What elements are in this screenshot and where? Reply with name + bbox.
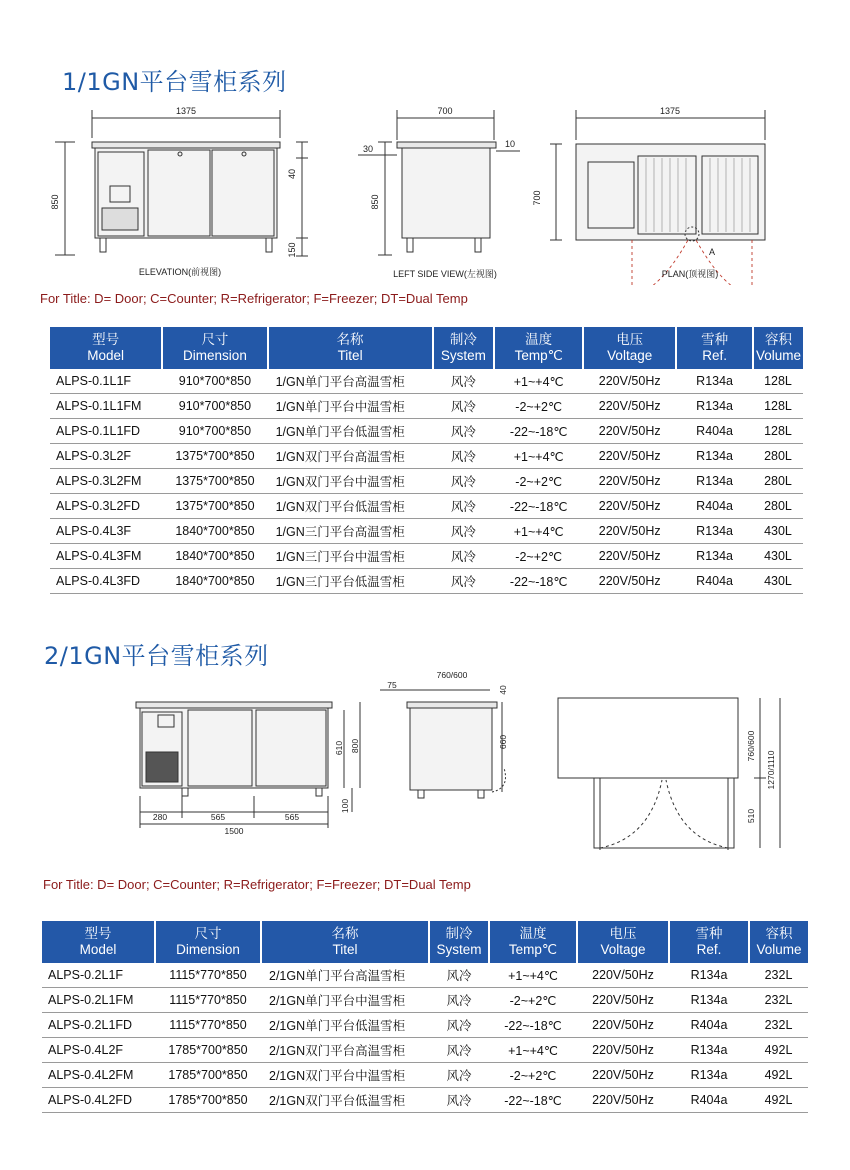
section2-title: 2/1GN平台雪柜系列 [44,642,269,670]
header-voltage: 电压 Voltage [583,327,676,369]
side-height-dim: 850 [370,194,380,210]
cell-system: 风冷 [429,988,489,1013]
header-refrigerant: 雪种 Ref. [669,921,749,963]
header-model: 型号 Model [50,327,162,369]
cell-volume: 128L [753,394,803,419]
cell-title: 1/GN双门平台中温雪柜 [268,469,433,494]
cell-voltage: 220V/50Hz [577,988,669,1013]
table-row [50,369,803,394]
table-row [42,1063,808,1088]
cell-voltage: 220V/50Hz [583,494,676,519]
cell-volume: 280L [753,469,803,494]
cell-temp: -22~-18℃ [494,569,583,594]
cell-model: ALPS-0.3L2FD [50,494,162,519]
cell-refrigerant: R134a [676,394,753,419]
cell-refrigerant: R134a [669,988,749,1013]
header-dimension: 尺寸 Dimension [162,327,267,369]
cell-system: 风冷 [429,1013,489,1038]
cell-model: ALPS-0.4L3F [50,519,162,544]
dim-40: 40 [498,685,508,695]
front-width-dim: 1375 [175,106,197,116]
cell-dimension: 1840*700*850 [162,569,267,594]
section1-abbreviation-note: For Title: D= Door; C=Counter; R=Refrigerator; F=Freezer; DT=Dual Temp [40,291,468,306]
cell-title: 1/GN三门平台低温雪柜 [268,569,433,594]
cell-volume: 492L [749,1038,808,1063]
cell-title: 1/GN三门平台中温雪柜 [268,544,433,569]
cell-model: ALPS-0.4L3FM [50,544,162,569]
cell-dimension: 1375*700*850 [162,494,267,519]
cell-temp: -2~+2℃ [494,469,583,494]
cell-volume: 128L [753,419,803,444]
cell-volume: 128L [753,369,803,394]
cell-refrigerant: R134a [669,963,749,988]
cell-dimension: 1115*770*850 [155,1013,261,1038]
cell-voltage: 220V/50Hz [583,519,676,544]
cell-refrigerant: R404a [669,1013,749,1038]
cell-voltage: 220V/50Hz [577,1038,669,1063]
cell-model: ALPS-0.4L2FD [42,1088,155,1113]
cell-model: ALPS-0.3L2FM [50,469,162,494]
cell-system: 风冷 [433,444,495,469]
cell-refrigerant: R134a [676,519,753,544]
cell-system: 风冷 [429,1088,489,1113]
table-row [42,988,808,1013]
table-row [42,1038,808,1063]
cell-title: 1/GN单门平台中温雪柜 [268,394,433,419]
cell-dimension: 910*700*850 [162,419,267,444]
cell-dimension: 1785*700*850 [155,1088,261,1113]
side-view-label: LEFT SIDE VIEW(左视图) [393,269,497,279]
cell-volume: 430L [753,544,803,569]
cell-title: 1/GN双门平台低温雪柜 [268,494,433,519]
cell-temp: -2~+2℃ [489,988,577,1013]
cell-voltage: 220V/50Hz [583,419,676,444]
cell-model: ALPS-0.4L2F [42,1038,155,1063]
cell-volume: 430L [753,569,803,594]
dim-510: 510 [746,808,756,824]
cell-volume: 280L [753,444,803,469]
cell-volume: 232L [749,1013,808,1038]
cell-system: 风冷 [433,469,495,494]
header-model: 型号 Model [42,921,155,963]
header-system: 制冷 System [429,921,489,963]
cell-temp: -2~+2℃ [494,394,583,419]
cell-title: 2/1GN双门平台高温雪柜 [261,1038,429,1063]
cell-voltage: 220V/50Hz [583,394,676,419]
cell-dimension: 1115*770*850 [155,988,261,1013]
side-left-dim: 30 [362,144,374,154]
cell-dimension: 1115*770*850 [155,963,261,988]
header-voltage: 电压 Voltage [577,921,669,963]
section2-spec-table [42,921,808,1113]
cell-model: ALPS-0.1L1FD [50,419,162,444]
cell-title: 1/GN单门平台高温雪柜 [268,369,433,394]
dim-610: 610 [334,740,344,756]
cell-dimension: 1840*700*850 [162,519,267,544]
dim-565-left: 565 [210,812,226,822]
header-system: 制冷 System [433,327,495,369]
cell-title: 2/1GN单门平台中温雪柜 [261,988,429,1013]
cell-system: 风冷 [433,544,495,569]
cell-model: ALPS-0.4L2FM [42,1063,155,1088]
cell-system: 风冷 [433,519,495,544]
cell-dimension: 1840*700*850 [162,544,267,569]
cell-temp: -2~+2℃ [489,1063,577,1088]
cell-refrigerant: R404a [676,419,753,444]
section1-spec-table [50,327,803,594]
cell-system: 风冷 [429,1063,489,1088]
cell-voltage: 220V/50Hz [583,444,676,469]
cell-temp: -22~-18℃ [494,494,583,519]
table-header-row [42,921,808,963]
header-title: 名称 Titel [268,327,433,369]
cell-temp: +1~+4℃ [494,444,583,469]
cell-model: ALPS-0.1L1FM [50,394,162,419]
cell-model: ALPS-0.2L1F [42,963,155,988]
table-row [50,544,803,569]
cell-refrigerant: R134a [676,444,753,469]
section1-title: 1/1GN平台雪柜系列 [62,68,287,96]
cell-title: 2/1GN单门平台高温雪柜 [261,963,429,988]
table-row [50,569,803,594]
cell-system: 风冷 [433,494,495,519]
dim-760-600-vertical: 760/600 [746,730,756,762]
cell-system: 风冷 [429,1038,489,1063]
cell-temp: +1~+4℃ [489,1038,577,1063]
cell-temp: +1~+4℃ [489,963,577,988]
cell-title: 1/GN单门平台低温雪柜 [268,419,433,444]
cell-volume: 280L [753,494,803,519]
dim-760-600: 760/600 [436,670,468,680]
cell-model: ALPS-0.1L1F [50,369,162,394]
cell-voltage: 220V/50Hz [583,369,676,394]
cell-temp: +1~+4℃ [494,519,583,544]
section2-table-body [42,963,808,1113]
cell-voltage: 220V/50Hz [583,569,676,594]
front-height-dim: 850 [50,194,60,210]
cell-title: 1/GN三门平台高温雪柜 [268,519,433,544]
cell-dimension: 910*700*850 [162,394,267,419]
header-refrigerant: 雪种 Ref. [676,327,753,369]
dim-100: 100 [340,798,350,814]
cell-voltage: 220V/50Hz [577,963,669,988]
cell-system: 风冷 [433,369,495,394]
header-title: 名称 Titel [261,921,429,963]
cell-system: 风冷 [433,569,495,594]
dim-1500: 1500 [224,826,244,836]
cell-title: 2/1GN双门平台中温雪柜 [261,1063,429,1088]
plan-depth-dim: 700 [532,190,542,206]
dim-800: 800 [350,738,360,754]
table-row [42,1088,808,1113]
table-row [50,444,803,469]
header-dimension: 尺寸 Dimension [155,921,261,963]
table-row [42,1013,808,1038]
section2-abbreviation-note: For Title: D= Door; C=Counter; R=Refrigerator; F=Freezer; DT=Dual Temp [43,877,471,892]
header-temp: 温度 Temp℃ [494,327,583,369]
cell-voltage: 220V/50Hz [577,1088,669,1113]
header-volume: 容积 Volume [753,327,803,369]
plan-width-dim: 1375 [659,106,681,116]
cell-title: 1/GN双门平台高温雪柜 [268,444,433,469]
table-row [42,963,808,988]
cell-temp: -2~+2℃ [494,544,583,569]
cell-volume: 232L [749,988,808,1013]
cell-voltage: 220V/50Hz [583,544,676,569]
cell-volume: 232L [749,963,808,988]
table-row [50,419,803,444]
cell-system: 风冷 [433,394,495,419]
cell-voltage: 220V/50Hz [577,1013,669,1038]
cell-dimension: 910*700*850 [162,369,267,394]
header-volume: 容积 Volume [749,921,808,963]
cell-system: 风冷 [429,963,489,988]
cell-title: 2/1GN单门平台低温雪柜 [261,1013,429,1038]
cell-refrigerant: R134a [669,1038,749,1063]
cell-temp: -22~-18℃ [489,1013,577,1038]
cell-dimension: 1375*700*850 [162,444,267,469]
dim-660: 660 [498,734,508,750]
cell-volume: 492L [749,1088,808,1113]
plan-view-label: PLAN(顶视图) [661,269,719,279]
cell-refrigerant: R134a [669,1063,749,1088]
cell-volume: 430L [753,519,803,544]
table-row [50,394,803,419]
cell-voltage: 220V/50Hz [577,1063,669,1088]
cell-dimension: 1375*700*850 [162,469,267,494]
section2-technical-drawing [130,668,800,860]
cell-temp: +1~+4℃ [494,369,583,394]
cell-refrigerant: R134a [676,469,753,494]
table-row [50,519,803,544]
plan-mark: A [708,247,716,257]
header-temp: 温度 Temp℃ [489,921,577,963]
cell-model: ALPS-0.2L1FD [42,1013,155,1038]
cell-dimension: 1785*700*850 [155,1038,261,1063]
section1-technical-drawing [40,100,800,285]
cell-refrigerant: R404a [676,569,753,594]
table-row [50,494,803,519]
cell-title: 2/1GN双门平台低温雪柜 [261,1088,429,1113]
section1-table-body [50,369,803,594]
dim-1270-1110: 1270/1110 [766,750,776,790]
cell-model: ALPS-0.2L1FM [42,988,155,1013]
side-right-dim: 10 [504,139,516,149]
cell-system: 风冷 [433,419,495,444]
dim-280: 280 [152,812,168,822]
table-header-row [50,327,803,369]
cell-refrigerant: R404a [676,494,753,519]
cell-refrigerant: R404a [669,1088,749,1113]
cell-model: ALPS-0.4L3FD [50,569,162,594]
cell-temp: -22~-18℃ [494,419,583,444]
cell-model: ALPS-0.3L2F [50,444,162,469]
table-row [50,469,803,494]
cell-temp: -22~-18℃ [489,1088,577,1113]
cell-refrigerant: R134a [676,544,753,569]
cell-voltage: 220V/50Hz [583,469,676,494]
top-thickness-dim: 40 [287,168,297,180]
dim-75: 75 [387,680,397,690]
cell-refrigerant: R134a [676,369,753,394]
leg-height-dim: 150 [287,242,297,258]
dim-565-right: 565 [284,812,300,822]
elevation-label: ELEVATION(前视图) [138,267,222,277]
side-width-dim: 700 [437,106,453,116]
cell-dimension: 1785*700*850 [155,1063,261,1088]
cell-volume: 492L [749,1063,808,1088]
